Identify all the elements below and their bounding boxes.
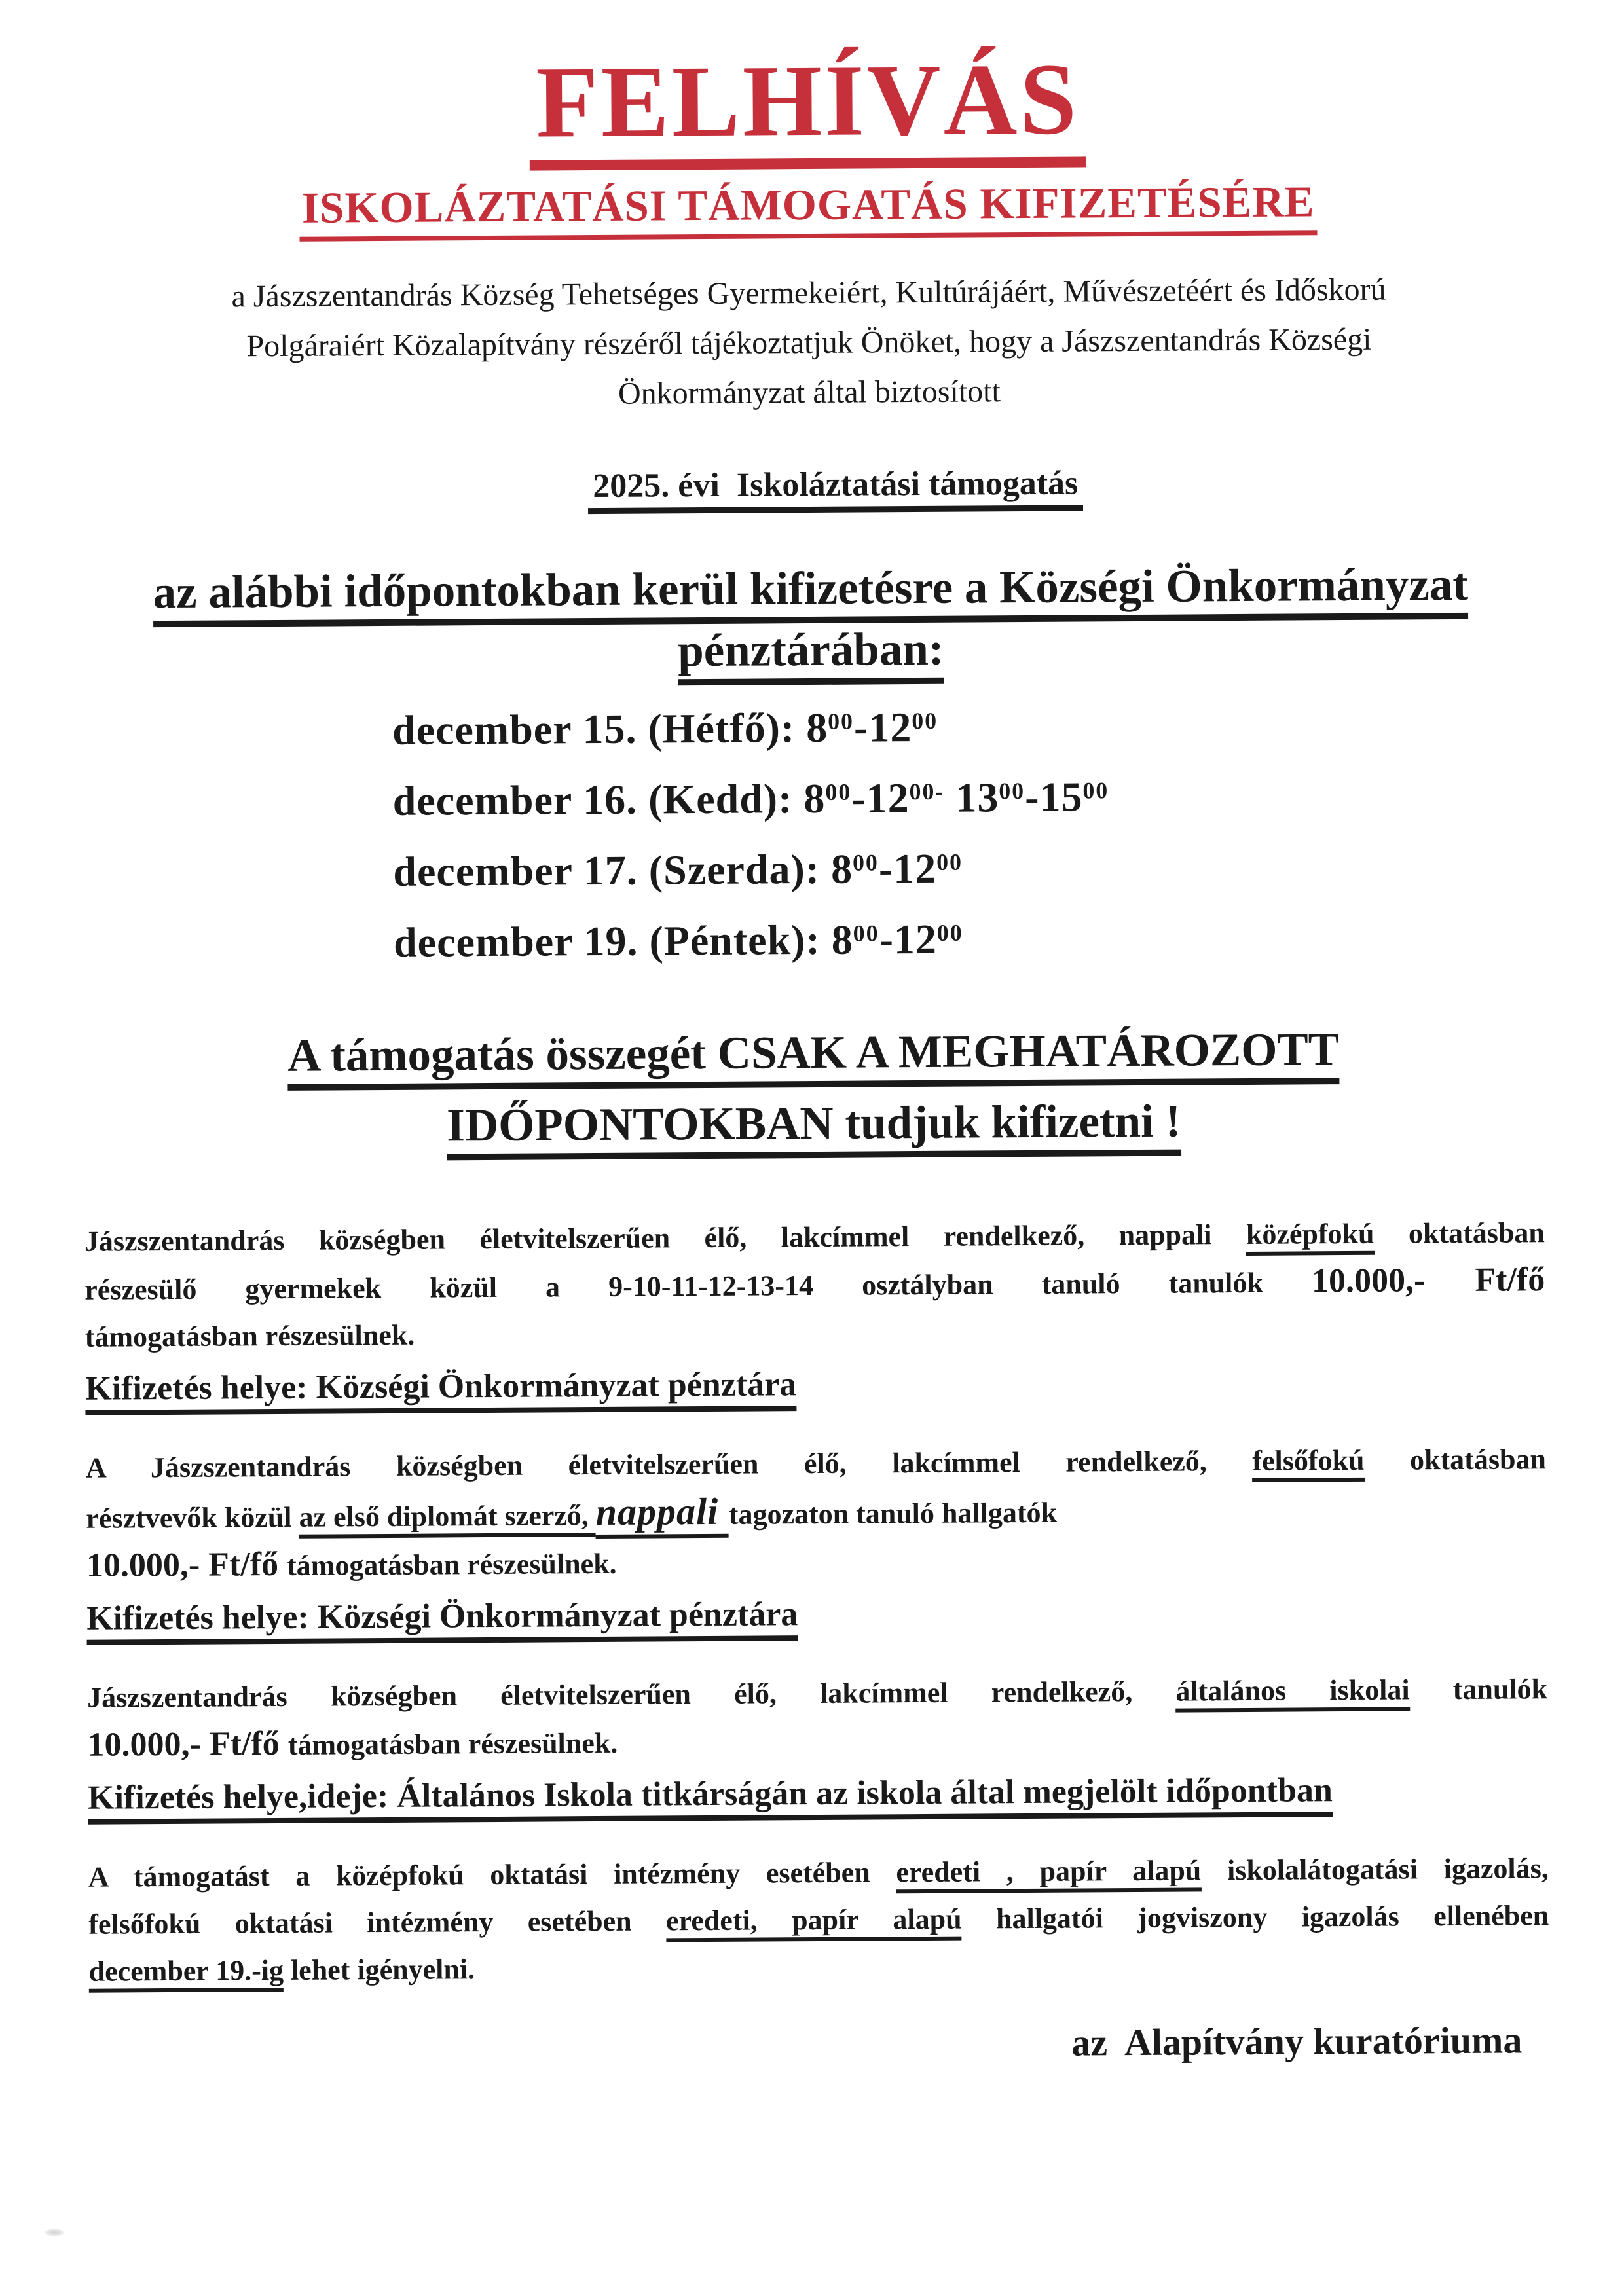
document-title: FELHÍVÁS	[529, 50, 1086, 170]
payment-location-line: Kifizetés helye: Községi Önkormányzat pénztára	[85, 1358, 1545, 1411]
time-superscript: 00-	[909, 778, 945, 805]
statement-line2: IDŐPONTOKBAN tudjuk kifizetni !	[1, 1083, 1624, 1163]
title-block	[0, 42, 1620, 173]
body-line: Jászszentandrás községben életvitelszerűen élő, lakcímmel rendelkező, általános iskolai tanulók	[86, 1672, 1548, 1714]
body-line: részesülő gyermekek közül a 9-10-11-12-13-14 osztályban tanuló tanulók 10.000,- Ft/fő	[84, 1260, 1545, 1306]
time-superscript: 00	[912, 707, 938, 734]
body-line: felsőfokú oktatási intézmény esetében eredeti, papír alapú hallgatói jogviszony igazolás ellenében	[88, 1892, 1549, 1948]
subtitle-block	[0, 177, 1620, 243]
schedule-header-line1: az alábbi időpontokban kerül kifizetésre a Községi Önkormányzat	[0, 553, 1623, 624]
schedule-header	[0, 553, 1623, 685]
intro-highlight-block	[0, 415, 1622, 555]
time-superscript: 00	[853, 920, 879, 947]
body-line: résztvevők közül az első diplomát szerző, nappali tagozaton tanuló hallgatók	[86, 1483, 1546, 1542]
body-line: A támogatást a középfokú oktatási intézmény esetében eredeti , papír alapú iskolalátogatási igazolás,	[88, 1851, 1549, 1893]
schedule-list	[392, 702, 1624, 966]
body-line: támogatásban részesülnek.	[84, 1319, 415, 1353]
intro-line: a Jászszentandrás Község Tehetséges Gyermekeiért, Kultúrájáért, Művészetéért és Időskorú	[231, 272, 1386, 314]
schedule-item: december 15. (Hétfő): $8^{00}-12^{00}$	[392, 703, 938, 754]
time-superscript: 00	[852, 849, 879, 876]
signature: az Alapítvány kuratóriuma	[1071, 2018, 1522, 2064]
schedule-item: december 16. (Kedd): $8^{00}-12^{00-}$ $13^{00}-15^{00}$	[392, 773, 1109, 824]
time-superscript: 00	[828, 708, 855, 735]
body-line: 10.000,- Ft/fő támogatásban részesülnek.	[86, 1545, 617, 1584]
payment-statement	[1, 1012, 1624, 1163]
body-content	[84, 1209, 1550, 2071]
support-section-secondary	[84, 1209, 1546, 1411]
time-superscript: 00	[1082, 777, 1109, 804]
intro-paragraph	[0, 263, 1621, 422]
support-year-highlight: 2025. évi Iskoláztatási támogatás	[587, 464, 1083, 514]
intro-line: Polgáraiért Közalapítvány részéről tájékoztatjuk Önöket, hogy a Jászszentandrás Községi	[246, 321, 1372, 363]
body-line: Jászszentandrás községben életvitelszerűen élő, lakcímmel rendelkező, nappali középfokú oktatásban	[84, 1216, 1545, 1258]
body-line: A Jászszentandrás községben életvitelszerűen élő, lakcímmel rendelkező, felsőfokú oktatásban	[85, 1442, 1547, 1484]
support-section-primary	[87, 1666, 1548, 1820]
intro-line: Önkormányzat által biztosított	[618, 373, 1001, 411]
scan-artifact	[45, 2229, 64, 2236]
payment-location-line: Kifizetés helye,ideje: Általános Iskola titkárságán az iskola által megjelölt időpontban	[88, 1768, 1548, 1820]
note-paragraph	[88, 1845, 1549, 1995]
time-superscript: 00	[936, 848, 963, 875]
time-superscript: 00	[999, 777, 1025, 805]
body-line: december 19.-ig lehet igényelni.	[88, 1939, 1549, 1995]
time-superscript: 00	[825, 778, 852, 805]
schedule-item: december 19. (Péntek): $8^{00}-12^{00}$	[393, 915, 963, 966]
body-line: 10.000,- Ft/fő támogatásban részesülnek.	[87, 1724, 618, 1764]
statement-line1: A támogatás összegét CSAK A MEGHATÁROZOTT	[1, 1012, 1624, 1093]
schedule-item: december 17. (Szerda): $8^{00}-12^{00}$	[393, 845, 963, 895]
support-section-higher-ed	[86, 1436, 1547, 1641]
schedule-header-line2: pénztárában:	[0, 614, 1623, 685]
payment-location-line: Kifizetés helye: Községi Önkormányzat pénztára	[86, 1588, 1547, 1641]
time-superscript: 00	[936, 919, 963, 946]
document-subtitle: ISKOLÁZTATÁSI TÁMOGATÁS KIFIZETÉSÉRE	[299, 179, 1318, 241]
